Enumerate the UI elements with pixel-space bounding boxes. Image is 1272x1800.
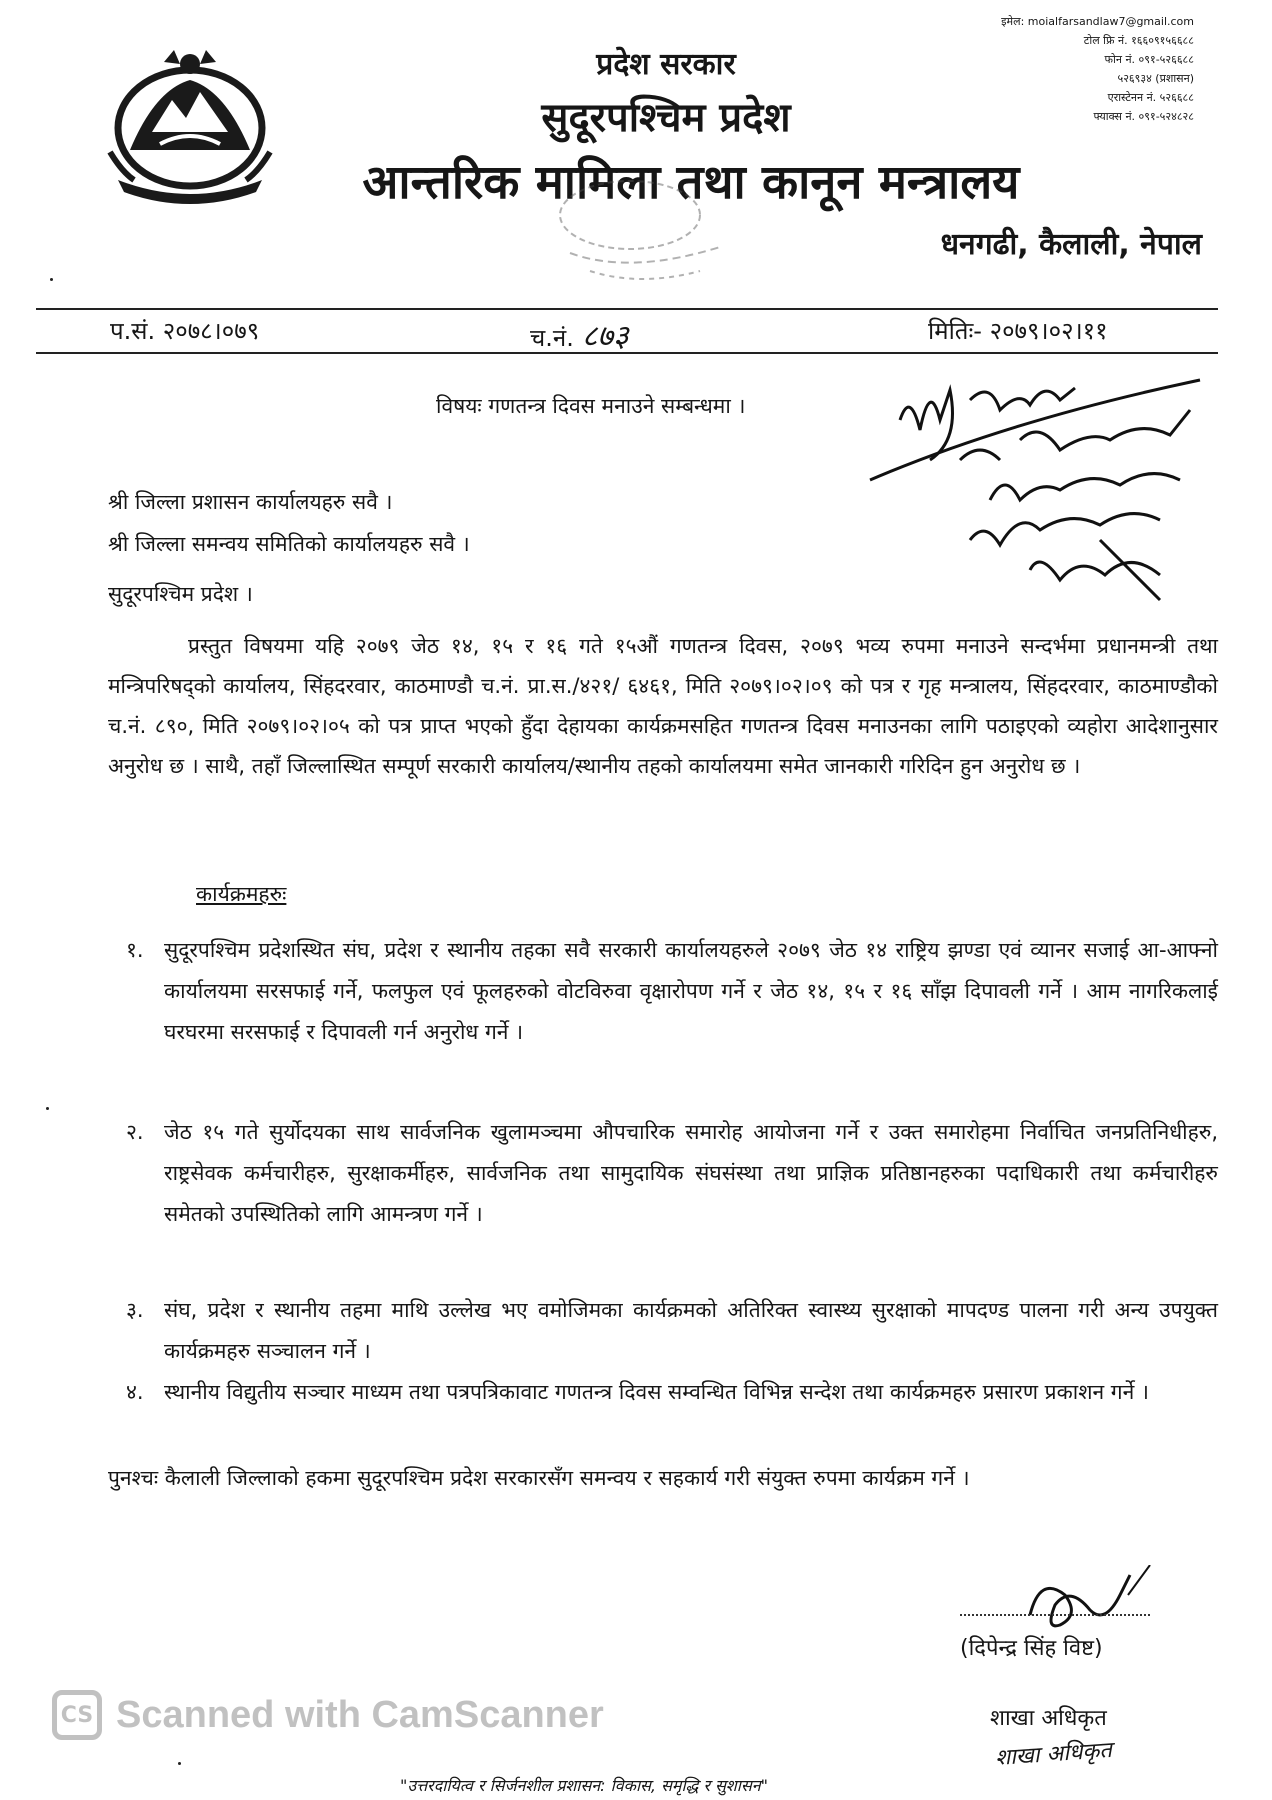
addressee-district-admin: श्री जिल्ला प्रशासन कार्यालयहरु सवै । <box>108 490 393 514</box>
letterhead-location: धनगढी, कैलाली, नेपाल <box>940 227 1202 262</box>
handwritten-note-icon <box>860 360 1240 620</box>
program-number: ३. <box>126 1298 144 1322</box>
scan-speck <box>46 1107 49 1110</box>
program-item <box>108 1290 1218 1372</box>
signature-line <box>960 1614 1150 1616</box>
program-text: स्थानीय विद्युतीय सञ्चार माध्यम तथा पत्रपत्रिकावाट गणतन्त्र दिवस सम्वन्धित विभिन्न सन्देश तथा कार्यक्रमहरु प्रसारण प्रकाशन गर्ने । <box>164 1380 1149 1404</box>
program-number: २. <box>126 1120 144 1144</box>
dispatch-label: च.नं. <box>530 324 574 352</box>
letterhead-government: प्रदेश सरकार <box>596 47 736 82</box>
scan-speck <box>178 1762 181 1765</box>
letterhead-ministry: आन्तरिक मामिला तथा कानून मन्त्रालय <box>362 155 1020 210</box>
program-text: सुदूरपश्चिम प्रदेशस्थित संघ, प्रदेश र स्थानीय तहका सवै सरकारी कार्यालयहरुले २०७९ जेठ १४ राष्ट्रिय झण्डा एवं व्यानर सजाई आ-आफ्नो कार्यालयमा सरसफाई गर्ने, फलफुल एवं फूलहरुको वोटविरुवा वृक्षारोपण गर्ने र जेठ १४, १५ र १६ साँझ दिपावली गर्ने । आम नागरिकलाई घरघरमा सरसफाई र दिपावली गर्न अनुरोध गर्ने । <box>164 938 1218 1044</box>
addressee-province: सुदूरपश्चिम प्रदेश । <box>108 582 253 606</box>
scan-speck <box>50 278 53 281</box>
signatory-designation: शाखा अधिकृत <box>990 1706 1107 1731</box>
camscanner-logo-icon: CS <box>52 1690 102 1740</box>
email-line: इमेल: moialfarsandlaw7@gmail.com <box>1001 15 1194 28</box>
program-number: ४. <box>126 1380 144 1404</box>
fax-line: फ्याक्स नं. ०९१-५२४८२८ <box>1093 110 1194 123</box>
body-paragraph: प्रस्तुत विषयमा यहि २०७९ जेठ १४, १५ र १६ गते १५औं गणतन्त्र दिवस, २०७९ भव्य रुपमा मनाउने सन्दर्भमा प्रधानमन्त्री तथा मन्त्रिपरिषद्को कार्यालय, सिंहदरवार, काठमाण्डौ च.नं. प्रा.स./४२१/ ६४६१, मिति २०७९।०२।०९ को पत्र र गृह मन्त्रालय, सिंहदरवार, काठमाण्डौको च.नं. ८९०, मिति २०७९।०२।०५ को पत्र प्राप्त भएको हुँदा देहायका कार्यक्रमसहित गणतन्त्र दिवस मनाउनका लागि पठाइएको व्यहोरा आदेशानुसार अनुरोध छ । साथै, तहाँ जिल्लास्थित सम्पूर्ण सरकारी कार्यालय/स्थानीय तहको कार्यालयमा समेत जानकारी गरिदिन हुन अनुरोध छ । <box>108 634 1218 778</box>
camscanner-text: Scanned with CamScanner <box>116 1693 604 1736</box>
fiscal-year-ref: प.सं. २०७८।०७९ <box>110 317 260 345</box>
office-stamp-icon <box>520 175 760 295</box>
signatory-name: (दिपेन्द्र सिंह विष्ट) <box>960 1636 1103 1661</box>
program-item <box>108 1372 1218 1413</box>
postscript: पुनश्चः कैलाली जिल्लाको हकमा सुदूरपश्चिम प्रदेश सरकारसँग समन्वय र सहकार्य गरी संयुक्त रुपमा कार्यक्रम गर्ने । <box>108 1466 970 1490</box>
program-text: जेठ १५ गते सुर्योदयका साथ सार्वजनिक खुलामञ्चमा औपचारिक समारोह आयोजना गर्ने र उक्त समारोहमा निर्वाचित जनप्रतिनिधीहरु, राष्ट्रसेवक कर्मचारीहरु, सुरक्षाकर्मीहरु, सार्वजनिक तथा सामुदायिक संघसंस्था तथा प्राज्ञिक प्रतिष्ठानहरुका पदाधिकारी तथा कर्मचारीहरु समेतको उपस्थितिको लागि आमन्त्रण गर्ने । <box>164 1120 1218 1226</box>
programs-heading: कार्यक्रमहरुः <box>196 882 287 906</box>
toll-free-line: टोल फ्रि नं. १६६०९१५६६८८ <box>1083 34 1194 47</box>
program-text: संघ, प्रदेश र स्थानीय तहमा माथि उल्लेख भए वमोजिमका कार्यक्रमको अतिरिक्त स्वास्थ्य सुरक्षाको मापदण्ड पालना गरी अन्य उपयुक्त कार्यक्रमहरु सञ्चालन गर्ने । <box>164 1298 1218 1363</box>
letter-date: मितिः- २०७९।०२।११ <box>928 317 1108 345</box>
handwritten-designation: शाखा अधिकृत <box>994 1737 1113 1772</box>
program-item <box>108 930 1218 1053</box>
letterhead-province: सुदूरपश्चिम प्रदेश <box>541 95 791 141</box>
dispatch-number: ८७३ <box>581 319 629 354</box>
footer-motto: "उत्तरदायित्व र सिर्जनशील प्रशासन: विकास, समृद्धि र सुशासन" <box>400 1776 768 1795</box>
addressee-district-coordination: श्री जिल्ला समन्वय समितिको कार्यालयहरु सवै । <box>108 532 470 556</box>
header-rule-bottom <box>36 352 1218 354</box>
program-number: १. <box>126 938 144 962</box>
phone-line: फोन नं. ०९१-५२६६८८ <box>1104 53 1194 66</box>
header-rule-top <box>36 308 1218 310</box>
dispatch-ref <box>530 314 629 355</box>
program-item <box>108 1112 1218 1235</box>
letter-subject: विषयः गणतन्त्र दिवस मनाउने सम्बन्धमा । <box>436 394 746 418</box>
extension-line: एरास्टेनन नं. ५२६६८८ <box>1107 91 1194 104</box>
admin-phone-line: ५२६९३४ (प्रशासन) <box>1117 72 1194 85</box>
camscanner-watermark <box>52 1690 604 1740</box>
